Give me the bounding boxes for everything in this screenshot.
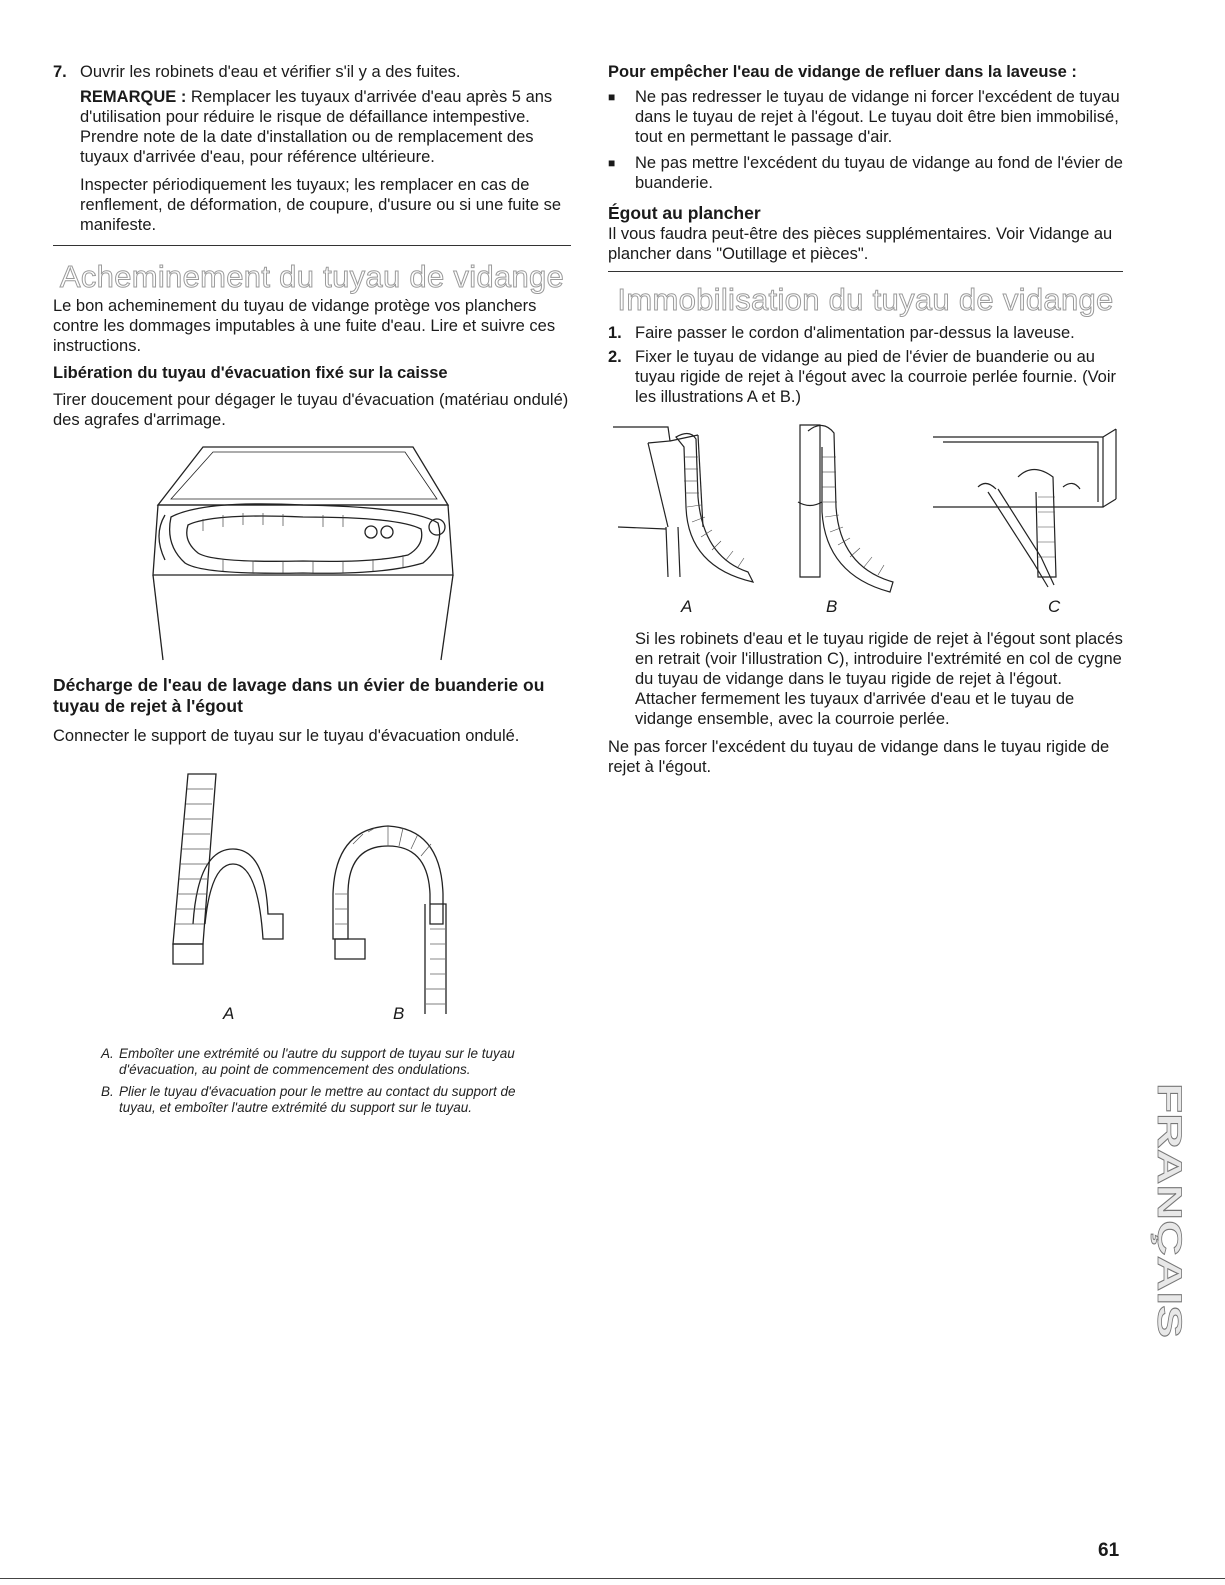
page-bottom-rule — [0, 1578, 1225, 1579]
bullet-text-2: Ne pas mettre l'excédent du tuyau de vidange au fond de l'évier de buanderie. — [635, 154, 1123, 192]
intro-paragraph: Le bon acheminement du tuyau de vidange protège vos planchers contre les dommages imputables à une fuite d'eau. Lire et suivre ces instructions. — [53, 297, 556, 355]
caption-a-letter: A. — [101, 1046, 114, 1061]
figure-label-b: B — [826, 597, 838, 616]
page-number: 61 — [1098, 1540, 1120, 1561]
bullet-item — [608, 153, 1123, 193]
bullet-item — [608, 87, 1123, 147]
final-warning: Ne pas forcer l'excédent du tuyau de vidange dans le tuyau rigide de rejet à l'égout. — [608, 738, 1110, 776]
figure-captions — [101, 1046, 531, 1116]
bullet-text-1: Ne pas redresser le tuyau de vidange ni forcer l'excédent de tuyau dans le tuyau de rejet à l'égout. Le tuyau doit être bien immobilisé, tout en permettant le passage d'air. — [635, 88, 1120, 146]
divider — [53, 245, 571, 246]
securing-figures — [608, 417, 1123, 627]
left-column — [53, 62, 571, 1116]
divider — [608, 271, 1123, 272]
subheading-release-hose: Libération du tuyau d'évacuation fixé sur la caisse — [53, 364, 448, 382]
caption-b — [101, 1084, 531, 1116]
step-2 — [608, 347, 1123, 407]
step-7-number: 7. — [53, 63, 67, 81]
language-tab-lettering — [1150, 1083, 1188, 1338]
washer-illustration — [53, 435, 571, 673]
figure-label-a: A — [223, 1004, 235, 1023]
section-title-securing: Immobilisation du tuyau de vidange — [617, 282, 1114, 317]
figure-label-c: C — [1048, 597, 1061, 616]
section-title-routing: Acheminement du tuyau de vidange — [59, 259, 565, 294]
caption-a — [101, 1046, 531, 1078]
language-tab-text: FRANÇAIS — [1150, 1083, 1188, 1259]
step-2-text: Fixer le tuyau de vidange au pied de l'évier de buanderie ou au tuyau rigide de rejet à l'égout avec la courroie perlée fournie. (Voir les illustrations A et B.) — [635, 348, 1117, 406]
inspect-paragraph: Inspecter périodiquement les tuyaux; les remplacer en cas de renflement, de déformation, de coupure, d'usure ou si une fuite se manifeste. — [80, 176, 562, 234]
step-1 — [608, 323, 1123, 343]
note-paragraph — [53, 87, 571, 167]
figure-label-b: B — [393, 1004, 405, 1023]
subheading-sink-discharge: Décharge de l'eau de lavage dans un évier de buanderie ou tuyau de rejet à l'égout — [53, 675, 545, 716]
step-1-text: Faire passer le cordon d'alimentation par-dessus la laveuse. — [635, 324, 1075, 342]
language-side-tab — [1150, 1083, 1188, 1338]
caption-b-text: Plier le tuyau d'évacuation pour le mettre au contact du support de tuyau, et emboîter l'autre extrémité du support sur le tuyau. — [119, 1084, 516, 1115]
square-bullet-icon: ■ — [608, 156, 616, 170]
release-hose-text: Tirer doucement pour dégager le tuyau d'évacuation (matériau ondulé) des agrafes d'arrimage. — [53, 391, 569, 429]
step-1-number: 1. — [608, 324, 622, 342]
note-text: Remplacer les tuyaux d'arrivée d'eau après 5 ans d'utilisation pour réduire le risque de défaillance intempestive. Prendre note de la date d'installation ou de remplacement des tuyaux d'arrivée d'eau, pour référence ultérieure. — [80, 88, 553, 166]
right-column — [608, 62, 1123, 777]
caption-a-text: Emboîter une extrémité ou l'autre du support de tuyau sur le tuyau d'évacuation, au point de commencement des ondulations. — [119, 1046, 515, 1077]
subheading-floor-drain: Égout au plancher — [608, 203, 761, 223]
securing-illustration — [608, 417, 1123, 607]
step-7 — [53, 62, 571, 82]
hose-support-figure — [53, 754, 571, 1044]
caption-b-letter: B. — [101, 1084, 114, 1099]
recessed-instructions: Si les robinets d'eau et le tuyau rigide de rejet à l'égout sont placés en retrait (voir l'illustration C), introduire l'extrémité en col de cygne du tuyau de vidange dans le tuyau rigide de rejet à l'égout. Attacher fermement les tuyaux d'arrivée d'eau et le tuyau de vidange ensemble, avec la courroie perlée. — [635, 630, 1123, 728]
subheading-backflow: Pour empêcher l'eau de vidange de refluer dans la laveuse : — [608, 63, 1077, 81]
step-7-text: Ouvrir les robinets d'eau et vérifier s'il y a des fuites. — [80, 63, 461, 81]
step-2-number: 2. — [608, 348, 622, 366]
figure-label-a: A — [681, 597, 693, 616]
note-label: REMARQUE : — [80, 88, 187, 106]
square-bullet-icon: ■ — [608, 90, 616, 104]
hose-support-illustration — [53, 754, 571, 1014]
floor-drain-text: Il vous faudra peut-être des pièces supplémentaires. Voir Vidange au plancher dans "Outillage et pièces". — [608, 225, 1113, 263]
sink-discharge-text: Connecter le support de tuyau sur le tuyau d'évacuation ondulé. — [53, 727, 520, 745]
